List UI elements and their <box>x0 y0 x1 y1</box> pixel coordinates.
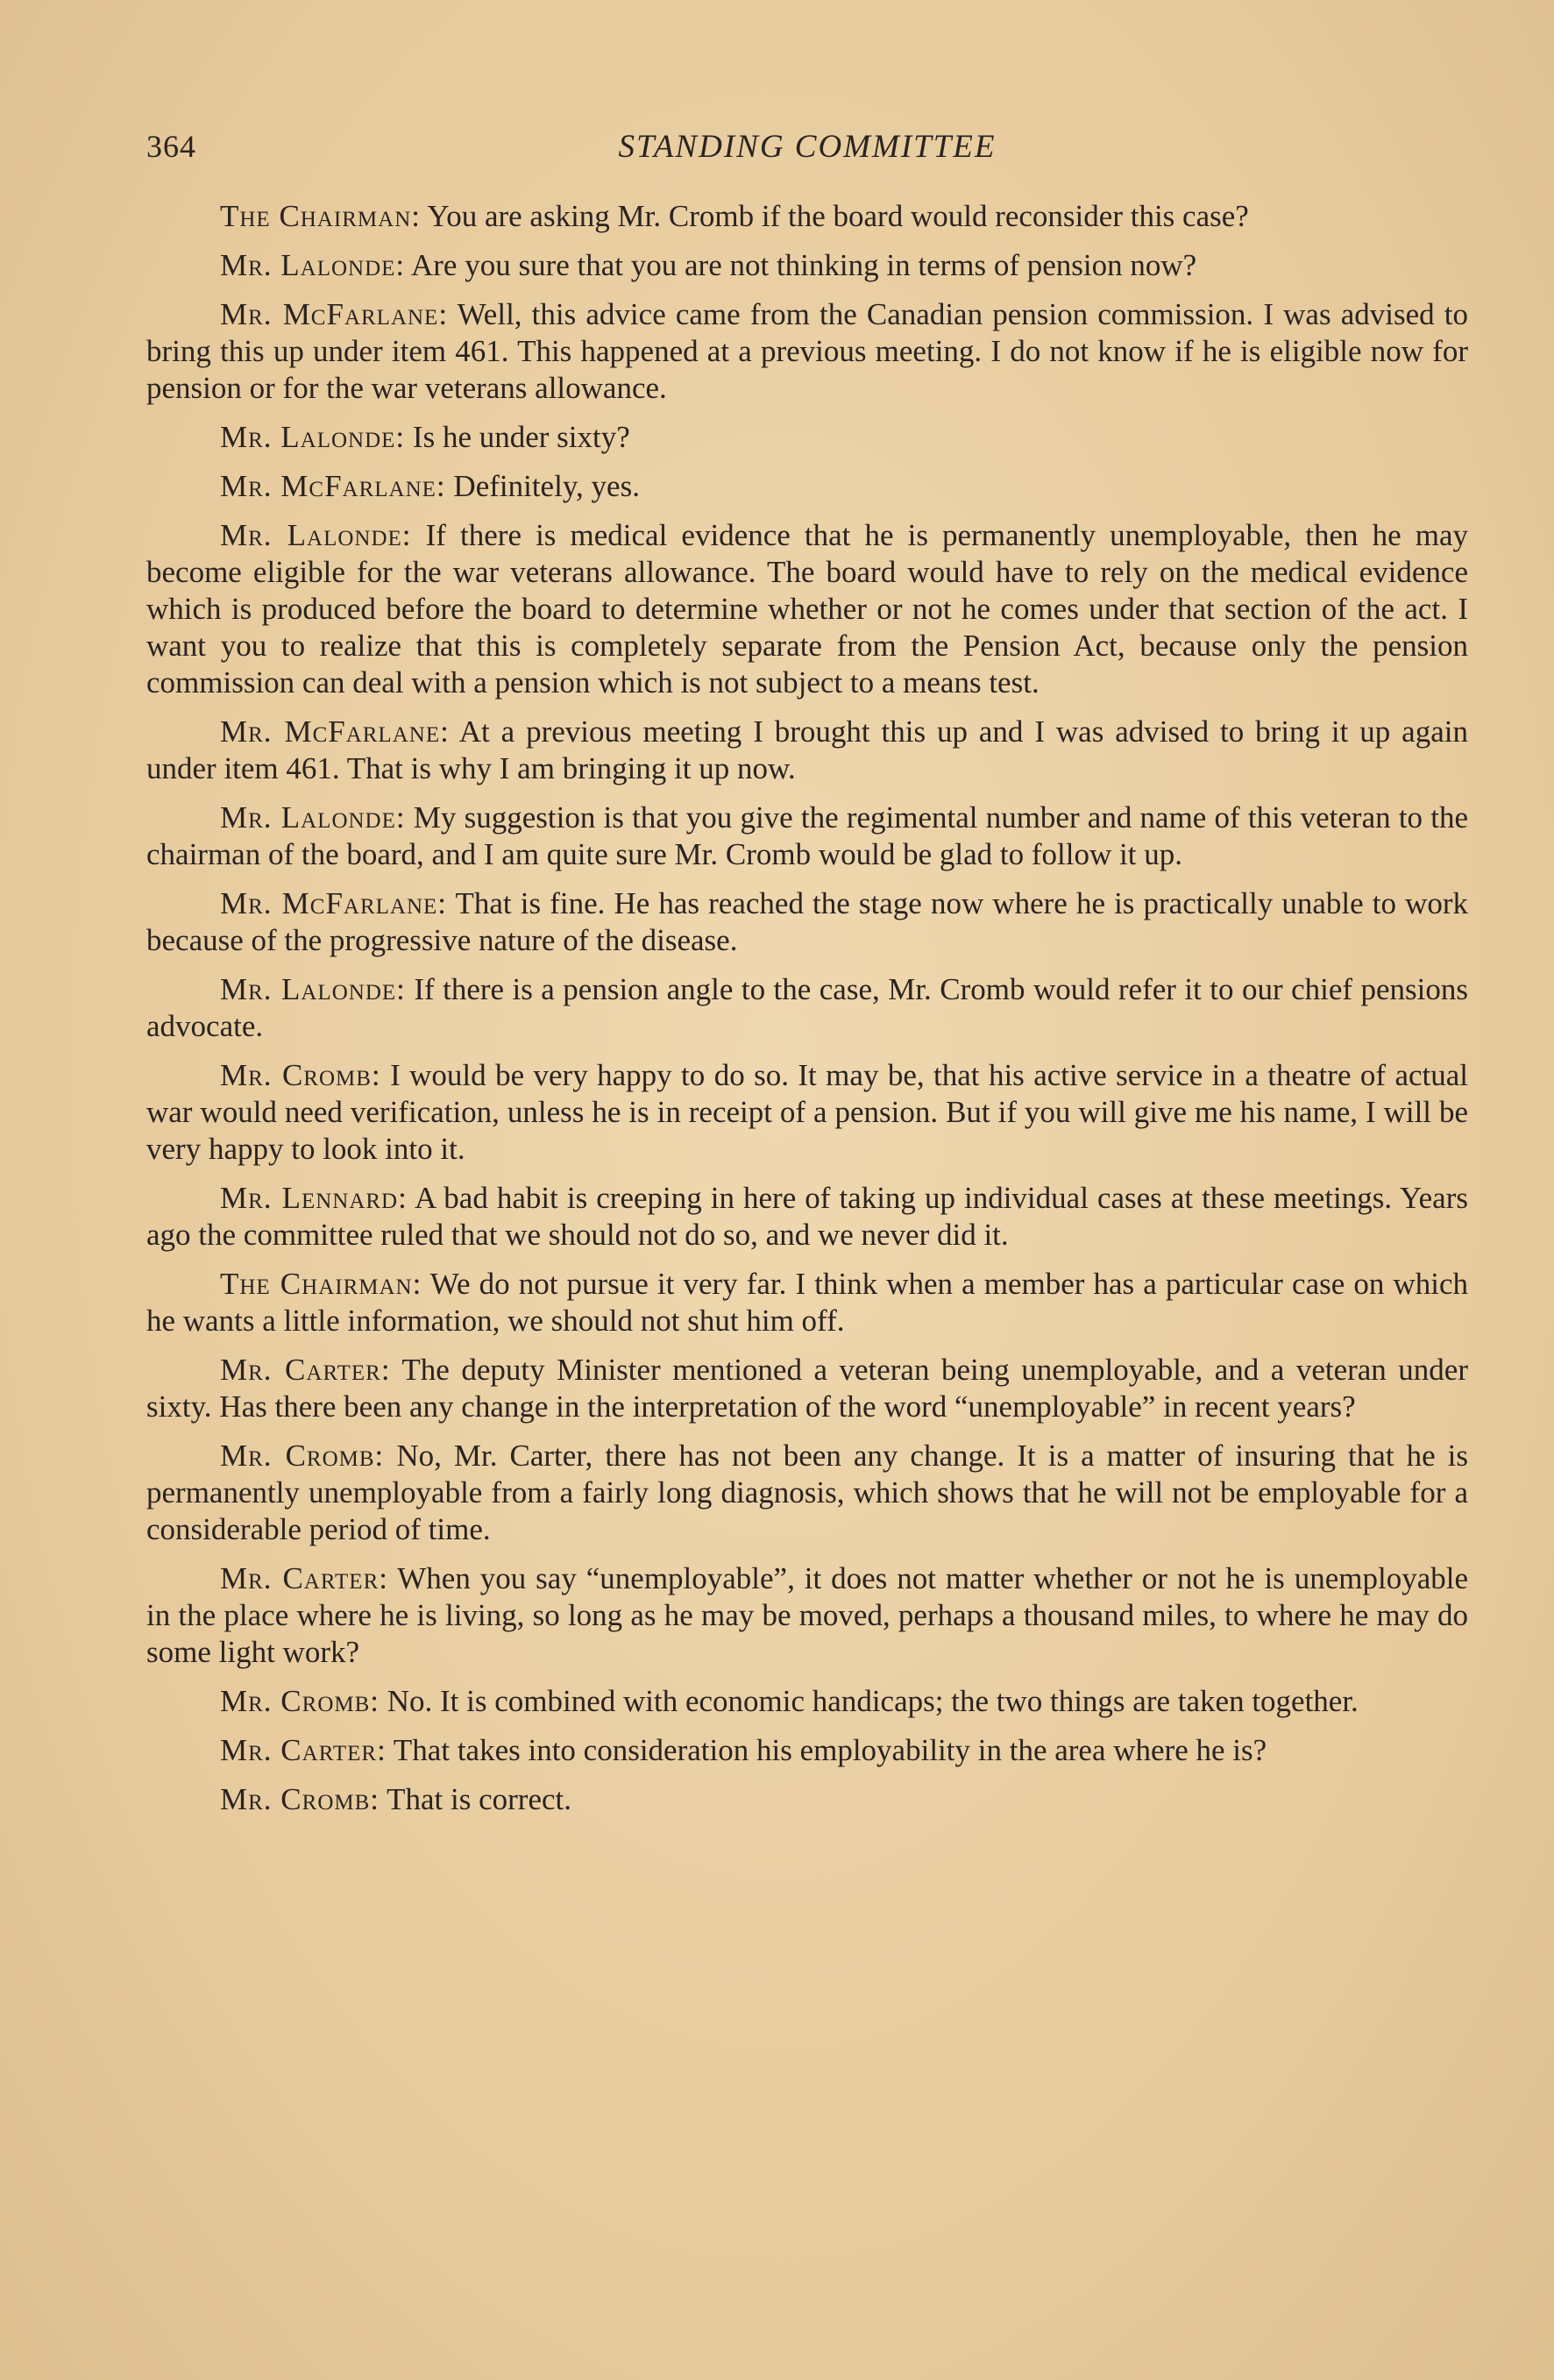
speaker-name: Mr. Lalonde: <box>220 972 406 1006</box>
transcript-paragraph <box>146 1438 1468 1548</box>
transcript-paragraph <box>146 1683 1468 1720</box>
speaker-name: Mr. McFarlane: <box>220 886 448 920</box>
speaker-name: Mr. Carter: <box>220 1353 391 1387</box>
transcript-paragraph <box>146 885 1468 959</box>
speaker-name: Mr. Lalonde: <box>220 248 406 282</box>
transcript-paragraph <box>146 971 1468 1045</box>
speaker-name: Mr. Carter: <box>220 1561 388 1595</box>
speaker-name: Mr. Cromb: <box>220 1058 381 1092</box>
speech-text: I would be very happy to do so. It may be, that his active service in a theatre of actual war would need verification, unless he is in receipt of a pension. But if you will give me his name, I will be very happy to look into it. <box>146 1058 1469 1166</box>
transcript-paragraph <box>146 1352 1468 1425</box>
speaker-name: The Chairman: <box>220 1267 422 1301</box>
transcript-body <box>146 198 1468 1818</box>
page-number: 364 <box>146 129 196 164</box>
speech-text: Is he under sixty? <box>405 420 630 454</box>
speech-text: That is fine. He has reached the stage now where he is practically unable to work because of the progressive nature of the disease. <box>146 886 1468 957</box>
speaker-name: Mr. McFarlane: <box>220 714 450 749</box>
speaker-name: Mr. Carter: <box>220 1733 387 1767</box>
speech-text: The deputy Minister mentioned a veteran being unemployable, and a veteran under sixty. Has there been any change in the interpretation of the word “unemployable” in recent years? <box>146 1353 1468 1424</box>
transcript-paragraph <box>146 1180 1468 1254</box>
transcript-paragraph <box>146 296 1468 407</box>
transcript-paragraph <box>146 1266 1468 1339</box>
transcript-paragraph <box>146 247 1468 284</box>
transcript-paragraph <box>146 1057 1468 1168</box>
speaker-name: Mr. Lalonde: <box>220 518 412 552</box>
transcript-paragraph <box>146 419 1468 456</box>
speaker-name: Mr. Lalonde: <box>220 420 406 454</box>
transcript-paragraph <box>146 1781 1468 1818</box>
speech-text: When you say “unemployable”, it does not matter whether or not he is unemployable in the place where he is living, so long as he may be moved, perhaps a thousand miles, to where he may do some light work? <box>146 1561 1468 1669</box>
transcript-paragraph <box>146 468 1468 505</box>
speech-text: At a previous meeting I brought this up and I was advised to bring it up again under item 461. That is why I am bringing it up now. <box>146 714 1468 785</box>
speaker-name: Mr. McFarlane: <box>220 469 446 503</box>
document-page <box>146 123 1468 1830</box>
speech-text: A bad habit is creeping in here of taking up individual cases at these meetings. Years ago the committee ruled that we should not do so, and we never did it. <box>146 1181 1468 1252</box>
transcript-paragraph <box>146 714 1468 787</box>
speaker-name: Mr. McFarlane: <box>220 297 449 331</box>
speaker-name: Mr. Cromb: <box>220 1439 385 1473</box>
speech-text: That is correct. <box>380 1782 571 1816</box>
speech-text: If there is a pension angle to the case, Mr. Cromb would refer it to our chief pensions advocate. <box>146 972 1468 1043</box>
running-title: STANDING COMMITTEE <box>618 129 997 165</box>
speech-text: Well, this advice came from the Canadian pension commission. I was advised to bring this up under item 461. This happened at a previous meeting. I do not know if he is eligible now for pension or for the war veterans allowance. <box>146 297 1468 405</box>
speaker-name: Mr. Lalonde: <box>220 800 406 835</box>
speaker-name: Mr. Cromb: <box>220 1684 380 1718</box>
speech-text: Definitely, yes. <box>445 469 640 503</box>
speech-text: No, Mr. Carter, there has not been any change. It is a matter of insuring that he is permanently unemployable from a fairly long diagnosis, which shows that he will not be employable for a considerable period of time. <box>146 1439 1468 1546</box>
speech-text: If there is medical evidence that he is permanently unemployable, then he may become eligible for the war veterans allowance. The board would have to rely on the medical evidence which is produced before the board to determine whether or not he comes under that section of the act. I want you to realize that this is completely separate from the Pension Act, because only the pension commission can deal with a pension which is not subject to a means test. <box>146 518 1468 700</box>
speech-text: No. It is combined with economic handicaps; the two things are taken together. <box>380 1684 1359 1718</box>
transcript-paragraph <box>146 198 1468 235</box>
speech-text: We do not pursue it very far. I think when a member has a particular case on which he wants a little information, we should not shut him off. <box>146 1267 1468 1338</box>
page-header <box>146 123 1468 175</box>
speaker-name: Mr. Cromb: <box>220 1782 380 1816</box>
speech-text: My suggestion is that you give the regimental number and name of this veteran to the chairman of the board, and I am quite sure Mr. Cromb would be glad to follow it up. <box>146 800 1468 871</box>
speaker-name: Mr. Lennard: <box>220 1181 408 1215</box>
transcript-paragraph <box>146 799 1468 873</box>
transcript-paragraph <box>146 1732 1468 1769</box>
speaker-name: The Chairman: <box>220 199 421 233</box>
speech-text: You are asking Mr. Cromb if the board would reconsider this case? <box>420 199 1249 233</box>
transcript-paragraph <box>146 517 1468 701</box>
speech-text: Are you sure that you are not thinking in terms of pension now? <box>405 248 1197 282</box>
speech-text: That takes into consideration his employability in the area where he is? <box>386 1733 1267 1767</box>
transcript-paragraph <box>146 1560 1468 1671</box>
